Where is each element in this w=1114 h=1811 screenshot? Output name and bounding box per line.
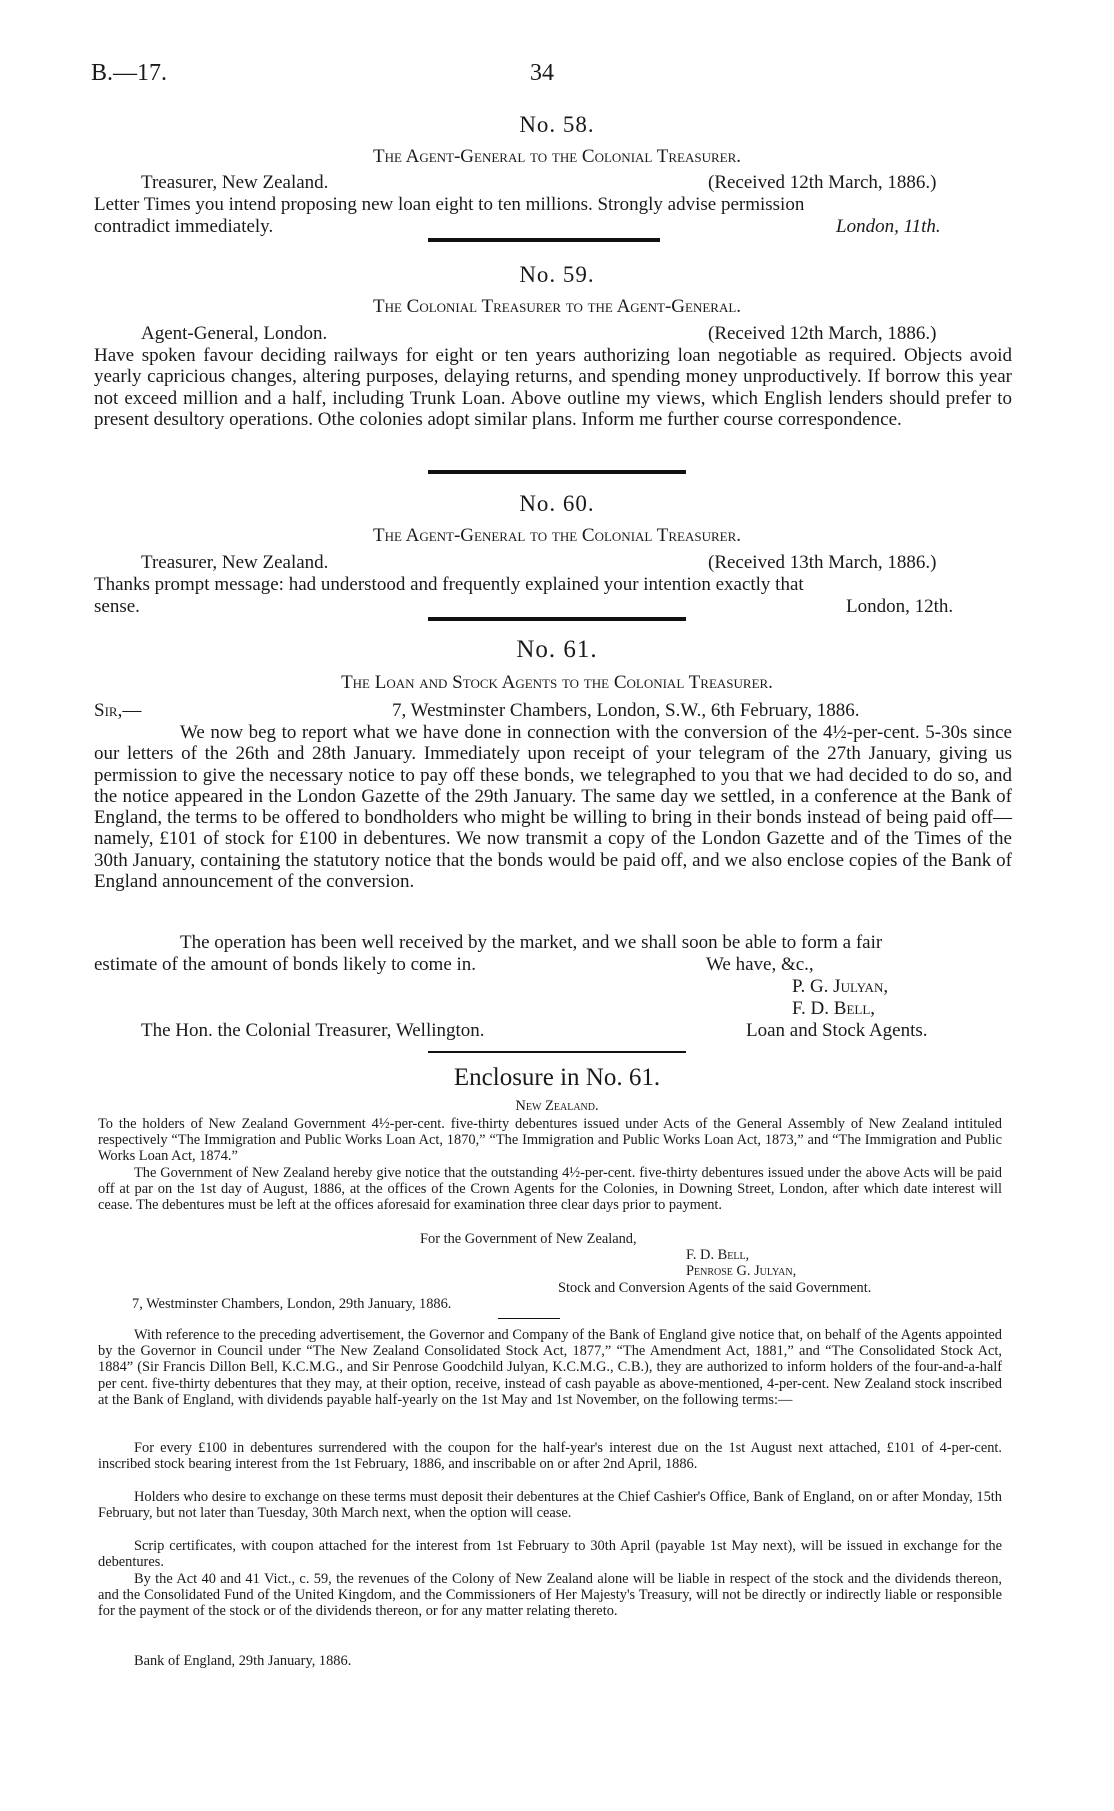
signoff-58: London, 11th. (836, 216, 941, 237)
enclosure-signatory-julyan: Penrose G. Julyan, (686, 1263, 797, 1279)
addressee-59: Agent-General, London. (141, 323, 328, 344)
separator-rule (428, 238, 660, 242)
bank-notice-para-liability: By the Act 40 and 41 Vict., c. 59, the revenues of the Colony of New Zealand alone will be liable in respect of the stock and the dividends thereon, and the Consolidated Fund of the United Kingdom, and the Commissioners of Her Majesty's Treasury, will not be directly or indirectly liable or responsible for the payment of the stock or of the dividends thereon, or for any matter relating thereto. (98, 1571, 1002, 1620)
body-60-line1: Thanks prompt message: had understood and frequently explained your intention exactly that (94, 574, 804, 595)
salutation-61: Sir,— (94, 700, 142, 721)
bank-notice-date: Bank of England, 29th January, 1886. (134, 1653, 352, 1669)
bank-notice-para-reference: With reference to the preceding advertisement, the Governor and Company of the Bank of England give notice that, on behalf of the Agents appointed by the Governor in Council under “The New Zealand Consolidated Stock Act, 1877,” “The Amendment Act, 1881,” and “The Consolidated Stock Act, 1884” (Sir Francis Dillon Bell, K.C.M.G., and Sir Penrose Goodchild Julyan, K.C.M.G., C.B.), they are authorized to inform holders of the four-and-a-half per cent. five-thirty debentures that they may, at their option, receive, instead of cash payable as above-mentioned, 4-per-cent. New Zealand stock inscribed at the Bank of England, with dividends payable half-yearly on the 1st May and 1st November, on the following terms:— (98, 1327, 1002, 1408)
bank-notice-para-deposit: Holders who desire to exchange on these terms must deposit their debentures at the Chief Cashier's Office, Bank of England, on or after Monday, 15th February, but not later than Tuesday, 30th March next, when the option will cease. (98, 1489, 1002, 1522)
enclosure-signatory-bell: F. D. Bell, (686, 1247, 750, 1263)
message-number-60: No. 60. (519, 491, 595, 516)
closing-61: We have, &c., (706, 954, 814, 975)
enclosure-para-holders: To the holders of New Zealand Government 4½-per-cent. five-thirty debentures issued under Acts of the General Assembly of New Zealand intituled respectively “The Immigration and Public Works Loan Act, 1870,” “The Immigration and Public Works Loan Act, 1873,” and “The Immigration and Public Works Loan Act, 1874.” (98, 1116, 1002, 1165)
separator-rule (428, 617, 686, 621)
separator-rule (428, 470, 686, 474)
enclosure-para-notice: The Government of New Zealand hereby give notice that the outstanding 4½-per-cent. five-thirty debentures issued under the above Acts will be paid off at par on the 1st day of August, 1886, at the offices of the Crown Agents for the Colonies, in Downing Street, London, after which date interest will cease. The debentures must be left at the offices aforesaid for examination three clear days prior to payment. (98, 1165, 1002, 1214)
bank-notice-para-terms: For every £100 in debentures surrendered with the coupon for the half-year's interest due on the 1st August next attached, £101 of 4-per-cent. inscribed stock bearing interest from the 1st February, 1886, and inscribable on or after 2nd April, 1886. (98, 1440, 1002, 1473)
body-59: Have spoken favour deciding railways for eight or ten years authorizing loan negotiable as required. Objects avoid yearly capricious changes, altering purposes, delaying returns, and spending money unproductively. If borrow this year not exceed million and a half, including Trunk Loan. Above outline my views, which English lenders should prefer to present desultory operations. Othe colonies adopt similar plans. Inform me further course correspondence. (94, 345, 1012, 430)
received-59: (Received 12th March, 1886.) (708, 323, 937, 344)
bank-notice-para-scrip: Scrip certificates, with coupon attached for the interest from 1st February to 30th April (payable 1st May next), will be issued in exchange for the debentures. (98, 1538, 1002, 1571)
recipient-61: The Hon. the Colonial Treasurer, Wellington. (141, 1020, 485, 1041)
signatory-bell: F. D. Bell, (792, 998, 876, 1019)
body-60-line2: sense. (94, 596, 140, 617)
body-58-line2: contradict immediately. (94, 216, 274, 237)
body-61-para1: We now beg to report what we have done in connection with the conversion of the 4½-per-cent. 5-30s since our letters of the 26th and 28th January. Immediately upon receipt of your telegram of the 27th January, giving us permission to give the necessary notice to pay off these bonds, we telegraphed to you that we had decided to do so, and the notice appeared in the London Gazette of the 29th January. The same day we settled, in a conference at the Bank of England, the terms to be offered to bondholders who might be willing to bring in their bonds instead of being paid off—namely, £101 of stock for £100 in debentures. We now transmit a copy of the London Gazette and of the Times of the 30th January, containing the statutory notice that the bonds would be paid off, and we also enclose copies of the Bank of England announcement of the conversion. (94, 722, 1012, 893)
message-title-60: The Agent-General to the Colonial Treasurer. (372, 525, 742, 546)
signoff-60: London, 12th. (846, 596, 954, 617)
received-58: (Received 12th March, 1886.) (708, 172, 937, 193)
message-title-59: The Colonial Treasurer to the Agent-General. (372, 296, 742, 317)
enclosure-signatory-title: Stock and Conversion Agents of the said Government. (558, 1280, 872, 1296)
enclosure-address-date: 7, Westminster Chambers, London, 29th January, 1886. (132, 1296, 452, 1312)
addressee-60: Treasurer, New Zealand. (141, 552, 329, 573)
received-60: (Received 13th March, 1886.) (708, 552, 937, 573)
enclosure-for-government: For the Government of New Zealand, (420, 1231, 637, 1247)
message-title-58: The Agent-General to the Colonial Treasurer. (372, 146, 742, 167)
enclosure-subtitle: New Zealand. (515, 1098, 599, 1114)
body-61-para2-line1: The operation has been well received by the market, and we shall soon be able to form a fair (180, 932, 883, 953)
message-number-58: No. 58. (519, 112, 595, 137)
signatory-julyan: P. G. Julyan, (792, 976, 889, 997)
body-58-line1: Letter Times you intend proposing new loan eight to ten millions. Strongly advise permission (94, 194, 805, 215)
body-61-para2-line2: estimate of the amount of bonds likely to come in. (94, 954, 477, 975)
address-61: 7, Westminster Chambers, London, S.W., 6th February, 1886. (392, 700, 860, 721)
message-number-59: No. 59. (519, 262, 595, 287)
addressee-58: Treasurer, New Zealand. (141, 172, 329, 193)
document-reference: B.—17. (91, 60, 168, 86)
separator-rule (428, 1051, 686, 1053)
signatory-title: Loan and Stock Agents. (746, 1020, 928, 1041)
separator-rule (498, 1318, 560, 1319)
message-number-61: No. 61. (516, 636, 598, 663)
enclosure-title: Enclosure in No. 61. (453, 1064, 661, 1091)
page-number: 34 (530, 60, 554, 86)
message-title-61: The Loan and Stock Agents to the Colonial Treasurer. (341, 672, 773, 693)
